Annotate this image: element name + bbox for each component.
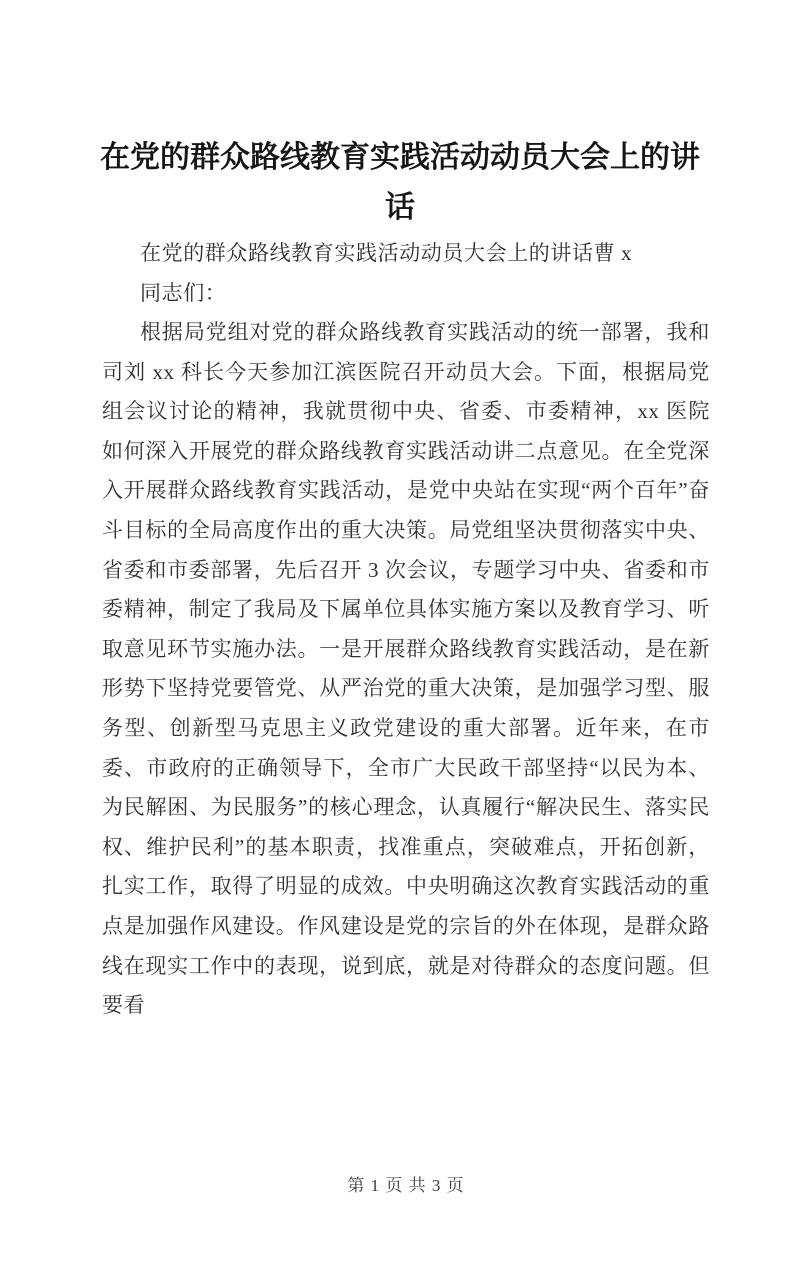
salutation: 同志们： [140, 281, 227, 305]
text-column [102, 233, 710, 1026]
body-paragraph: 根据局党组对党的群众路线教育实践活动的统一部署，我和司刘 xx 科长今天参加江滨医院召开动员大会。下面，根据局党组会议讨论的精神，我就贯彻中央、省委、市委精神，xx 医院如何深入开展党的群众路线教育实践活动讲二点意见。在全党深入开展群众路线教育实践活动，是党中央站在实现“两个百年”奋斗目标的全局高度作出的重大决策。局党组坚决贯彻落实中央、省委和市委部署，先后召开 3 次会议，专题学习中央、省委和市委精神，制定了我局及下属单位具体实施方案以及教育学习、听取意见环节实施办法。一是开展群众路线教育实践活动，是在新形势下坚持党要管党、从严治党的重大决策，是加强学习型、服务型、创新型马克思主义政党建设的重大部署。近年来，在市委、市政府的正确领导下，全市广大民政干部坚持“以民为本、为民解困、为民服务”的核心理念，认真履行“解决民生、落实民权、维护民利”的基本职责，找准重点，突破难点，开拓创新，扎实工作，取得了明显的成效。中央明确这次教育实践活动的重点是加强作风建设。作风建设是党的宗旨的外在体现，是群众路线在现实工作中的表现，说到底，就是对待群众的态度问题。但要看 [102, 320, 710, 1018]
document-page [0, 133, 800, 1264]
document-title: 在党的群众路线教育实践活动动员大会上的讲话 [100, 141, 700, 224]
document-byline: 在党的群众路线教育实践活动动员大会上的讲话曹 x [140, 241, 633, 265]
page-number-indicator: 第 1 页 共 3 页 [347, 1176, 465, 1195]
page-footer [102, 1175, 710, 1197]
